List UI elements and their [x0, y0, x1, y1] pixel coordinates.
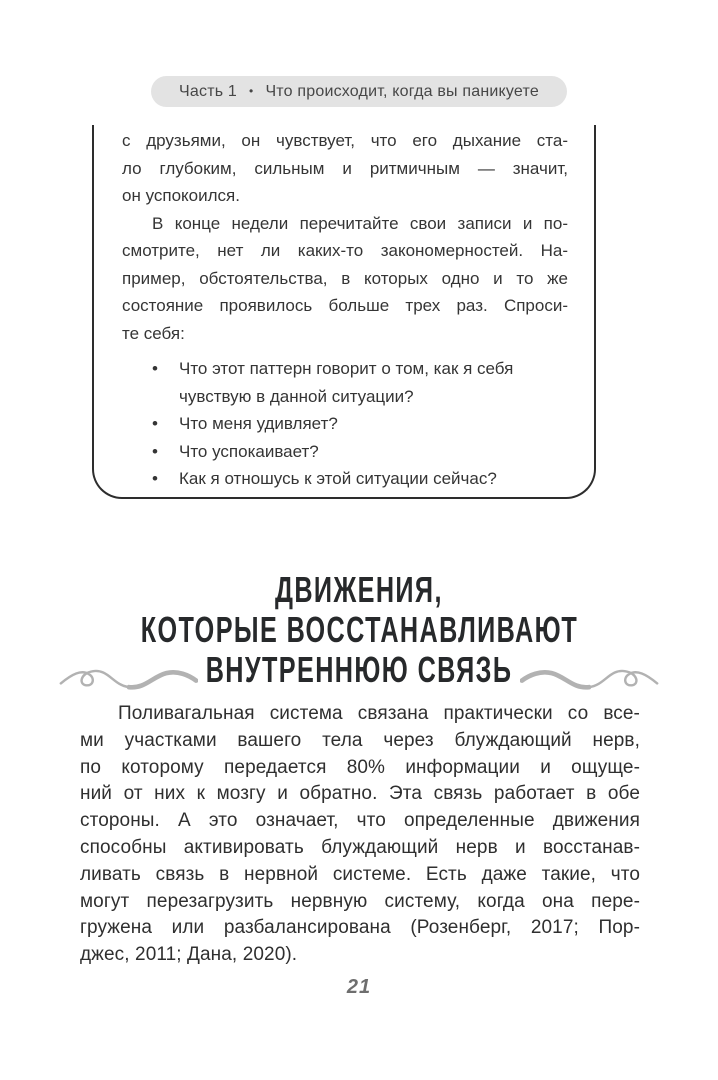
heading-row-1 — [0, 570, 718, 610]
text-line: могут перезагрузить нервную систему, когда она пере- — [80, 890, 640, 912]
heading-line-1: ДВИЖЕНИЯ, — [275, 569, 443, 610]
text-line: способны активировать блуждающий нерв и восстанав- — [80, 836, 640, 858]
section-heading — [0, 570, 718, 690]
list-item — [122, 410, 568, 438]
bullet-item-text: Что успокаивает? — [179, 441, 319, 461]
chapter-breadcrumb — [151, 76, 567, 107]
callout-box — [92, 125, 596, 499]
list-item — [122, 438, 568, 466]
text-line: по которому передается 80% информации и ощуще- — [80, 756, 640, 778]
heading-line-2: КОТОРЫЕ ВОССТАНАВЛИВАЮТ — [140, 609, 578, 650]
separator-dot-icon: • — [249, 84, 254, 98]
curly-flourish-left-icon — [58, 655, 198, 695]
heading-line-3: ВНУТРЕННЮЮ СВЯЗЬ — [205, 649, 513, 690]
bullet-item-text: Что меня удивляет? — [179, 414, 338, 433]
running-header — [0, 76, 718, 107]
text-line: пример, обстоятельства, в которых одно и то же — [122, 268, 568, 288]
bullet-icon: • — [152, 414, 158, 433]
list-item — [122, 355, 568, 410]
page-number: 21 — [346, 976, 372, 998]
text-line: с друзьями, он чувствует, что его дыхание ста- — [122, 131, 568, 150]
heading-row-3 — [0, 650, 718, 690]
text-line: ний от них к мозгу и обратно. Эта связь работает в обе — [80, 783, 640, 805]
text-line: ливать связь в нервной системе. Есть даже такие, что — [80, 863, 640, 885]
text-line: джес, 2011; Дана, 2020). — [80, 944, 298, 966]
curly-flourish-right-icon — [520, 655, 660, 695]
text-line: смотрите, нет ли каких-то закономерностей. На- — [122, 241, 568, 260]
heading-row-2 — [0, 610, 718, 650]
chapter-label: Часть 1 — [179, 82, 238, 100]
page-footer — [0, 976, 718, 999]
text-line: те себя: — [122, 323, 185, 343]
question-list — [122, 355, 568, 493]
list-item — [122, 465, 568, 493]
text-line: ло глубоким, сильным и ритмичным — значит, — [122, 158, 568, 178]
text-line: он успокоился. — [122, 186, 240, 205]
text-line: гружена или разбалансирована (Розенберг, 2017; Пор- — [80, 917, 640, 939]
callout-paragraph-continued — [122, 127, 568, 210]
bullet-item-text: Как я отношусь к этой ситуации сейчас? — [179, 469, 497, 488]
chapter-title: Что происходит, когда вы паникуете — [265, 82, 539, 100]
bullet-icon: • — [152, 359, 158, 378]
body-paragraph — [80, 701, 640, 969]
text-line: Поливагальная система связана практически со все- — [118, 703, 640, 724]
text-line: стороны. А это означает, что определенные движения — [80, 810, 640, 832]
callout-paragraph — [122, 210, 568, 348]
text-line: В конце недели перечитайте свои записи и по- — [152, 213, 568, 233]
bullet-icon: • — [152, 469, 158, 488]
text-line: состояние проявилось больше трех раз. Спроси- — [122, 296, 568, 315]
bullet-item-text: Что этот паттерн говорит о том, как я себя чувствую в данной ситуации? — [179, 359, 514, 406]
text-line: ми участками вашего тела через блуждающий нерв, — [80, 729, 640, 751]
bullet-icon: • — [152, 441, 158, 461]
